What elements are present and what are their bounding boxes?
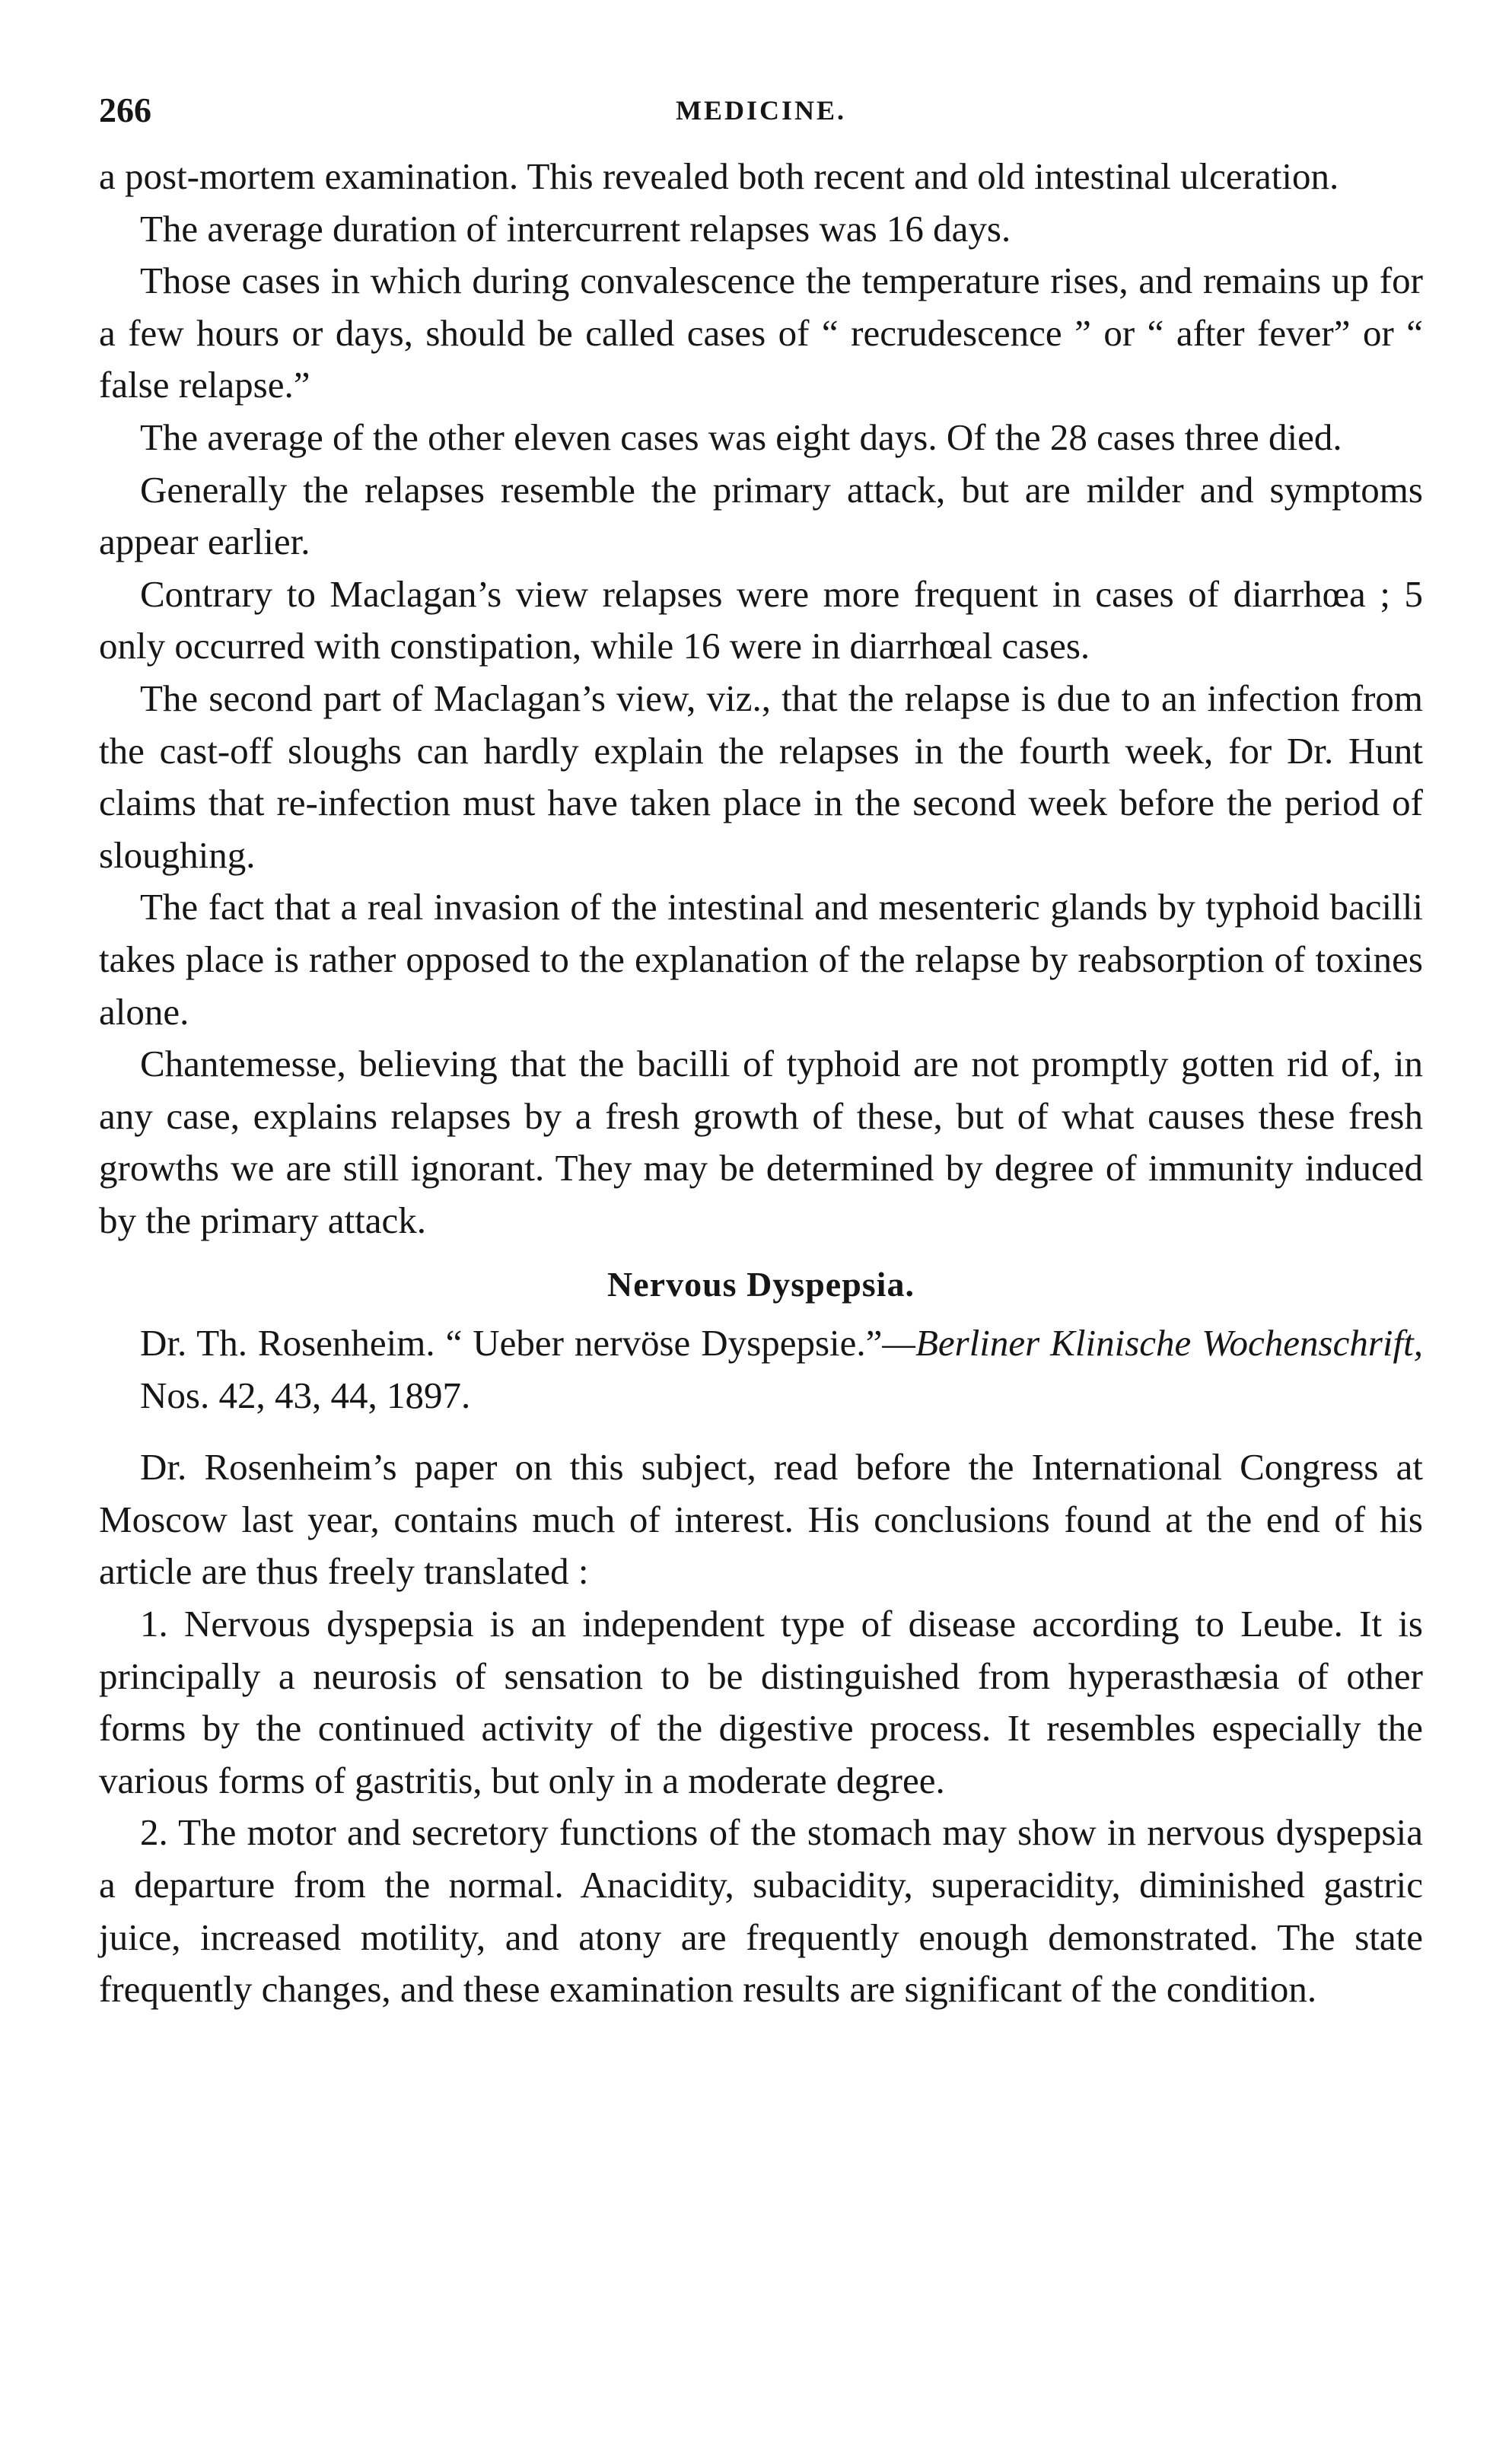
paragraph: a post-mortem examination. This revealed both recent and old intestinal ulceration. (99, 155, 1339, 197)
paragraph: 2. The motor and secretory functions of the stomach may show in nervous dyspepsia a departure from the normal. Anacidity, subacidity, superacidity, diminished gastric juice, increased motility, and atony are frequently enough demonstrated. The state frequently changes, and these examination results are significant of the condition. (99, 1811, 1423, 2011)
section-heading: Nervous Dyspepsia. (607, 1265, 915, 1304)
page-header (99, 90, 1423, 151)
paragraph: 1. Nervous dyspepsia is an independent type of disease according to Leube. It is principally a neurosis of sensation to be distinguished from hyperasthæsia of other forms by the continued activity of the digestive process. It resembles especially the various forms of gastritis, but only in a moderate degree. (99, 1603, 1423, 1801)
citation-issue: Nos. 42, 43, 44, 1897. (140, 1374, 471, 1416)
running-head: MEDICINE. (675, 95, 846, 126)
paragraph: The fact that a real invasion of the intestinal and mesenteric glands by typhoid bacilli takes place is rather opposed to the explanation of the relapse by reabsorption of toxines alone. (99, 886, 1423, 1033)
paragraph: Generally the relapses resemble the primary attack, but are milder and symptoms appear earlier. (99, 468, 1423, 563)
citation-journal: —Berliner Klinische Wochenschrift, (882, 1322, 1423, 1365)
paragraph: The second part of Maclagan’s view, viz., that the relapse is due to an infection from the cast-off sloughs can hardly explain the relapses in the fourth week, for Dr. Hunt claims that re-infection must have taken place in the second week before the period of sloughing. (99, 677, 1423, 876)
book-page (99, 90, 1423, 2016)
paragraph: The average of the other eleven cases was eight days. Of the 28 cases three died. (140, 416, 1342, 458)
citation-title: “ Ueber nervöse Dyspepsie.” (445, 1322, 883, 1365)
body-text (99, 151, 1423, 2016)
citation-author: Dr. Th. Rosenheim. (140, 1322, 435, 1365)
citation (99, 1317, 1423, 1422)
paragraph: Contrary to Maclagan’s view relapses were more frequent in cases of diarrhœa ; 5 only occurred with constipation, while 16 were in diarrhœal cases. (99, 572, 1423, 667)
paragraph: Chantemesse, believing that the bacilli of typhoid are not promptly gotten rid of, in any case, explains relapses by a fresh growth of these, but of what causes these fresh growths we are still ignorant. They may be determined by degree of immunity induced by the primary attack. (99, 1043, 1423, 1241)
paragraph: Those cases in which during convalescence the temperature rises, and remains up for a few hours or days, should be called cases of “ recrudescence ” or “ after fever” or “ false relapse.” (99, 260, 1423, 406)
page-number: 266 (99, 91, 151, 129)
paragraph: Dr. Rosenheim’s paper on this subject, read before the International Congress at Moscow last year, contains much of interest. His conclusions found at the end of his article are thus freely translated : (99, 1446, 1423, 1593)
paragraph: The average duration of intercurrent relapses was 16 days. (140, 207, 1011, 250)
